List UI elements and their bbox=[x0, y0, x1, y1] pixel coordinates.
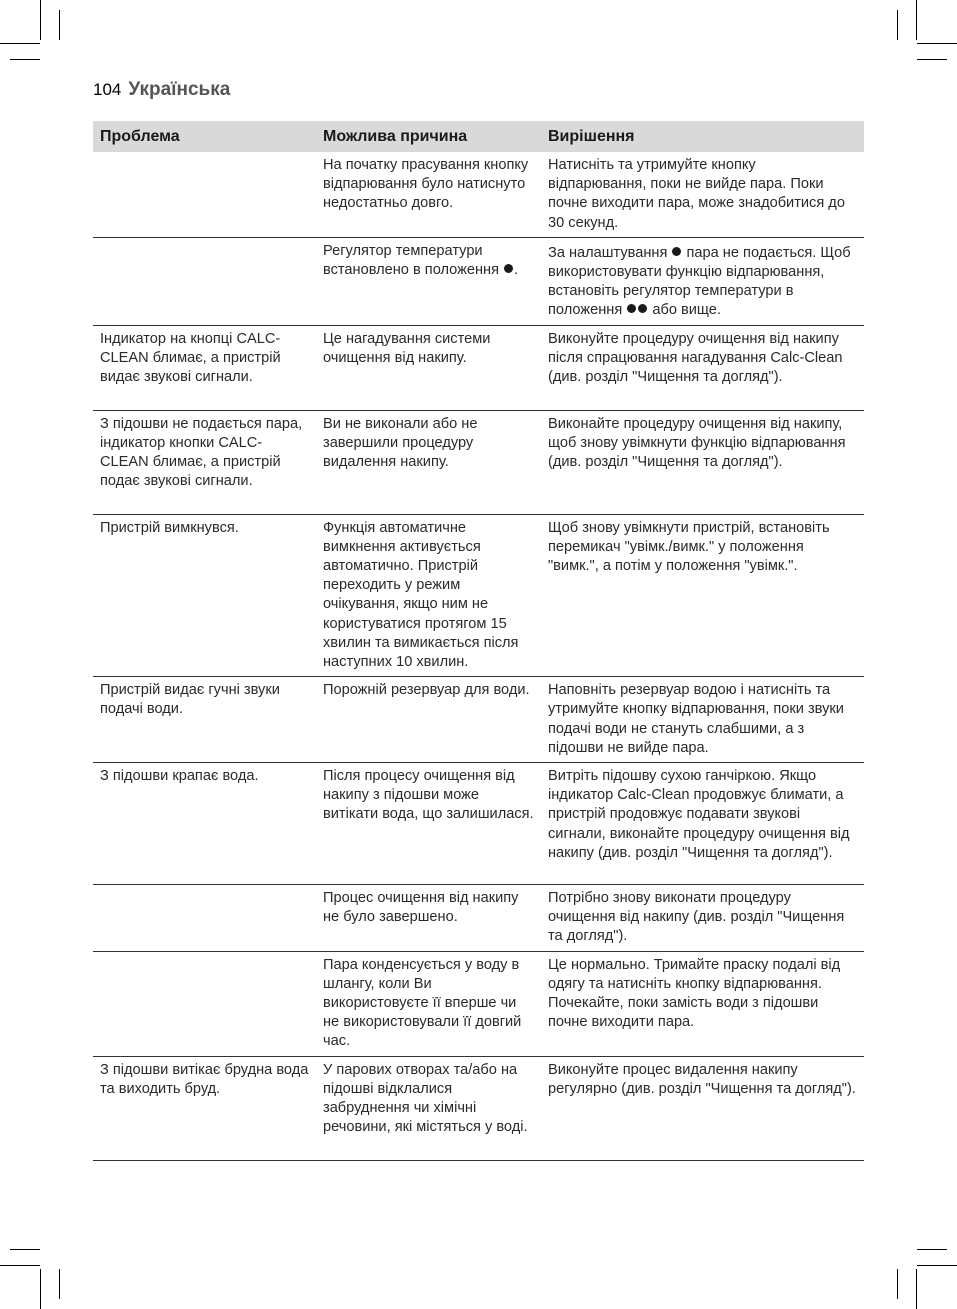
problem-cell: Пристрій видає гучні звуки подачі води. bbox=[100, 682, 280, 718]
language-title: Українська bbox=[128, 79, 231, 100]
table-row bbox=[93, 677, 864, 763]
crop-mark bbox=[917, 43, 957, 44]
cause-text: Регулятор температури встановлено в положення bbox=[323, 242, 500, 279]
table-row bbox=[93, 885, 864, 952]
crop-mark bbox=[0, 1265, 40, 1266]
problem-cell bbox=[93, 951, 316, 1056]
crop-mark bbox=[897, 1269, 898, 1299]
solution-cell: Щоб знову увімкнути пристрій, встановіть перемикач "увімк./вимк." у положення "вимк.", а потім у положення "увімк.". bbox=[548, 519, 830, 575]
solution-cell: Виконайте процедуру очищення від накипу, щоб знову увімкнути функцію відпарювання (див. розділ "Чищення та догляд"). bbox=[548, 415, 846, 471]
table-row bbox=[93, 325, 864, 410]
crop-mark bbox=[0, 43, 40, 44]
crop-mark bbox=[917, 59, 947, 60]
crop-mark bbox=[916, 1269, 917, 1309]
solution-cell: Потрібно знову виконати процедуру очищення від накипу (див. розділ "Чищення та догляд"). bbox=[548, 890, 845, 945]
crop-mark bbox=[40, 0, 41, 40]
temperature-dot-icon bbox=[672, 247, 681, 256]
table-header-row bbox=[93, 121, 864, 152]
cause-cell: Це нагадування системи очищення від накипу. bbox=[323, 330, 491, 366]
crop-mark bbox=[897, 10, 898, 40]
temperature-dot-icon bbox=[638, 304, 647, 313]
cause-cell bbox=[316, 237, 541, 325]
solution-text: або вище. bbox=[652, 302, 721, 319]
troubleshooting-table bbox=[93, 121, 864, 1161]
table-row bbox=[93, 1056, 864, 1160]
cause-cell: Пара конденсується у воду в шлангу, коли Ви використовуєте її вперше чи не використовували її довгий час. bbox=[323, 956, 522, 1050]
table-row bbox=[93, 237, 864, 325]
crop-mark bbox=[10, 59, 40, 60]
solution-cell: Наповніть резервуар водою і натисніть та утримуйте кнопку відпарювання, поки звуки подачі води не стануть слабшими, а з підошви не вийде пара. bbox=[548, 682, 844, 756]
cause-text-end: . bbox=[514, 262, 519, 279]
cause-cell: Процес очищення від накипу не було завершено. bbox=[323, 890, 519, 926]
temperature-dot-icon bbox=[627, 304, 636, 313]
solution-cell bbox=[541, 237, 864, 325]
cause-cell: У парових отворах та/або на підошві відклалися забруднення чи хімічні речовини, які містяться у воді. bbox=[323, 1061, 528, 1136]
table-row bbox=[93, 951, 864, 1056]
crop-mark bbox=[917, 1249, 947, 1250]
column-header-problem: Проблема bbox=[93, 121, 316, 152]
problem-cell bbox=[93, 152, 316, 237]
problem-cell: З підошви не подається пара, індикатор кнопки CALC-CLEAN блимає, а пристрій подає звукові сигнали. bbox=[100, 415, 303, 490]
solution-cell: Це нормально. Тримайте праску подалі від одягу та натисніть кнопку відпарювання. Почекайте, поки замість води з підошви почне виходити пара. bbox=[548, 956, 841, 1031]
cause-cell: Функція автоматичне вимкнення активується автоматично. Пристрій переходить у режим очікування, якщо ним не користуватися протягом 15 хвилин та вимикається після наступних 10 хвилин. bbox=[323, 519, 519, 671]
crop-mark bbox=[40, 1269, 41, 1309]
solution-text: За налаштування bbox=[548, 244, 668, 261]
column-header-cause: Можлива причина bbox=[316, 121, 541, 152]
cause-cell: На початку прасування кнопку відпарювання було натиснуто недостатньо довго. bbox=[323, 157, 529, 212]
solution-cell: Витріть підошву сухою ганчіркою. Якщо індикатор Calc-Clean продовжує блимати, а пристрій продовжує подавати звукові сигнали, виконайте процедуру очищення від накипу (див. розділ "Чищення та догляд"). bbox=[548, 768, 850, 861]
problem-cell bbox=[93, 237, 316, 325]
solution-cell: Виконуйте процес видалення накипу регулярно (див. розділ "Чищення та догляд"). bbox=[548, 1061, 856, 1097]
problem-cell: З підошви витікає брудна вода та виходить бруд. bbox=[100, 1061, 309, 1097]
problem-cell bbox=[93, 885, 316, 952]
crop-mark bbox=[59, 1269, 60, 1299]
cause-cell: Ви не виконали або не завершили процедуру видалення накипу. bbox=[323, 415, 478, 471]
table-row bbox=[93, 763, 864, 885]
table-row bbox=[93, 514, 864, 677]
crop-mark bbox=[59, 10, 60, 40]
cause-cell: Порожній резервуар для води. bbox=[323, 682, 530, 699]
page-number: 104 bbox=[93, 80, 122, 99]
table-row bbox=[93, 152, 864, 237]
solution-text: пара не подається. Щоб використовувати функцію відпарювання, встановіть регулятор температури в положення bbox=[548, 244, 851, 319]
page-header bbox=[93, 79, 230, 101]
problem-cell: Індикатор на кнопці CALC-CLEAN блимає, а пристрій видає звукові сигнали. bbox=[100, 330, 281, 386]
solution-cell: Натисніть та утримуйте кнопку відпарювання, поки не вийде пара. Поки почне виходити пара, може знадобитися до 30 секунд. bbox=[548, 157, 845, 231]
problem-cell: З підошви крапає вода. bbox=[100, 768, 259, 785]
table-row bbox=[93, 410, 864, 514]
temperature-dot-icon bbox=[504, 264, 513, 273]
solution-cell: Виконуйте процедуру очищення від накипу після спрацювання нагадування Calc-Clean (див. розділ "Чищення та догляд"). bbox=[548, 330, 843, 386]
crop-mark bbox=[916, 0, 917, 40]
crop-mark bbox=[10, 1249, 40, 1250]
column-header-solution: Вирішення bbox=[541, 121, 864, 152]
crop-mark bbox=[917, 1265, 957, 1266]
problem-cell: Пристрій вимкнувся. bbox=[100, 519, 239, 536]
cause-cell: Після процесу очищення від накипу з підошви може витікати вода, що залишилася. bbox=[323, 768, 534, 823]
